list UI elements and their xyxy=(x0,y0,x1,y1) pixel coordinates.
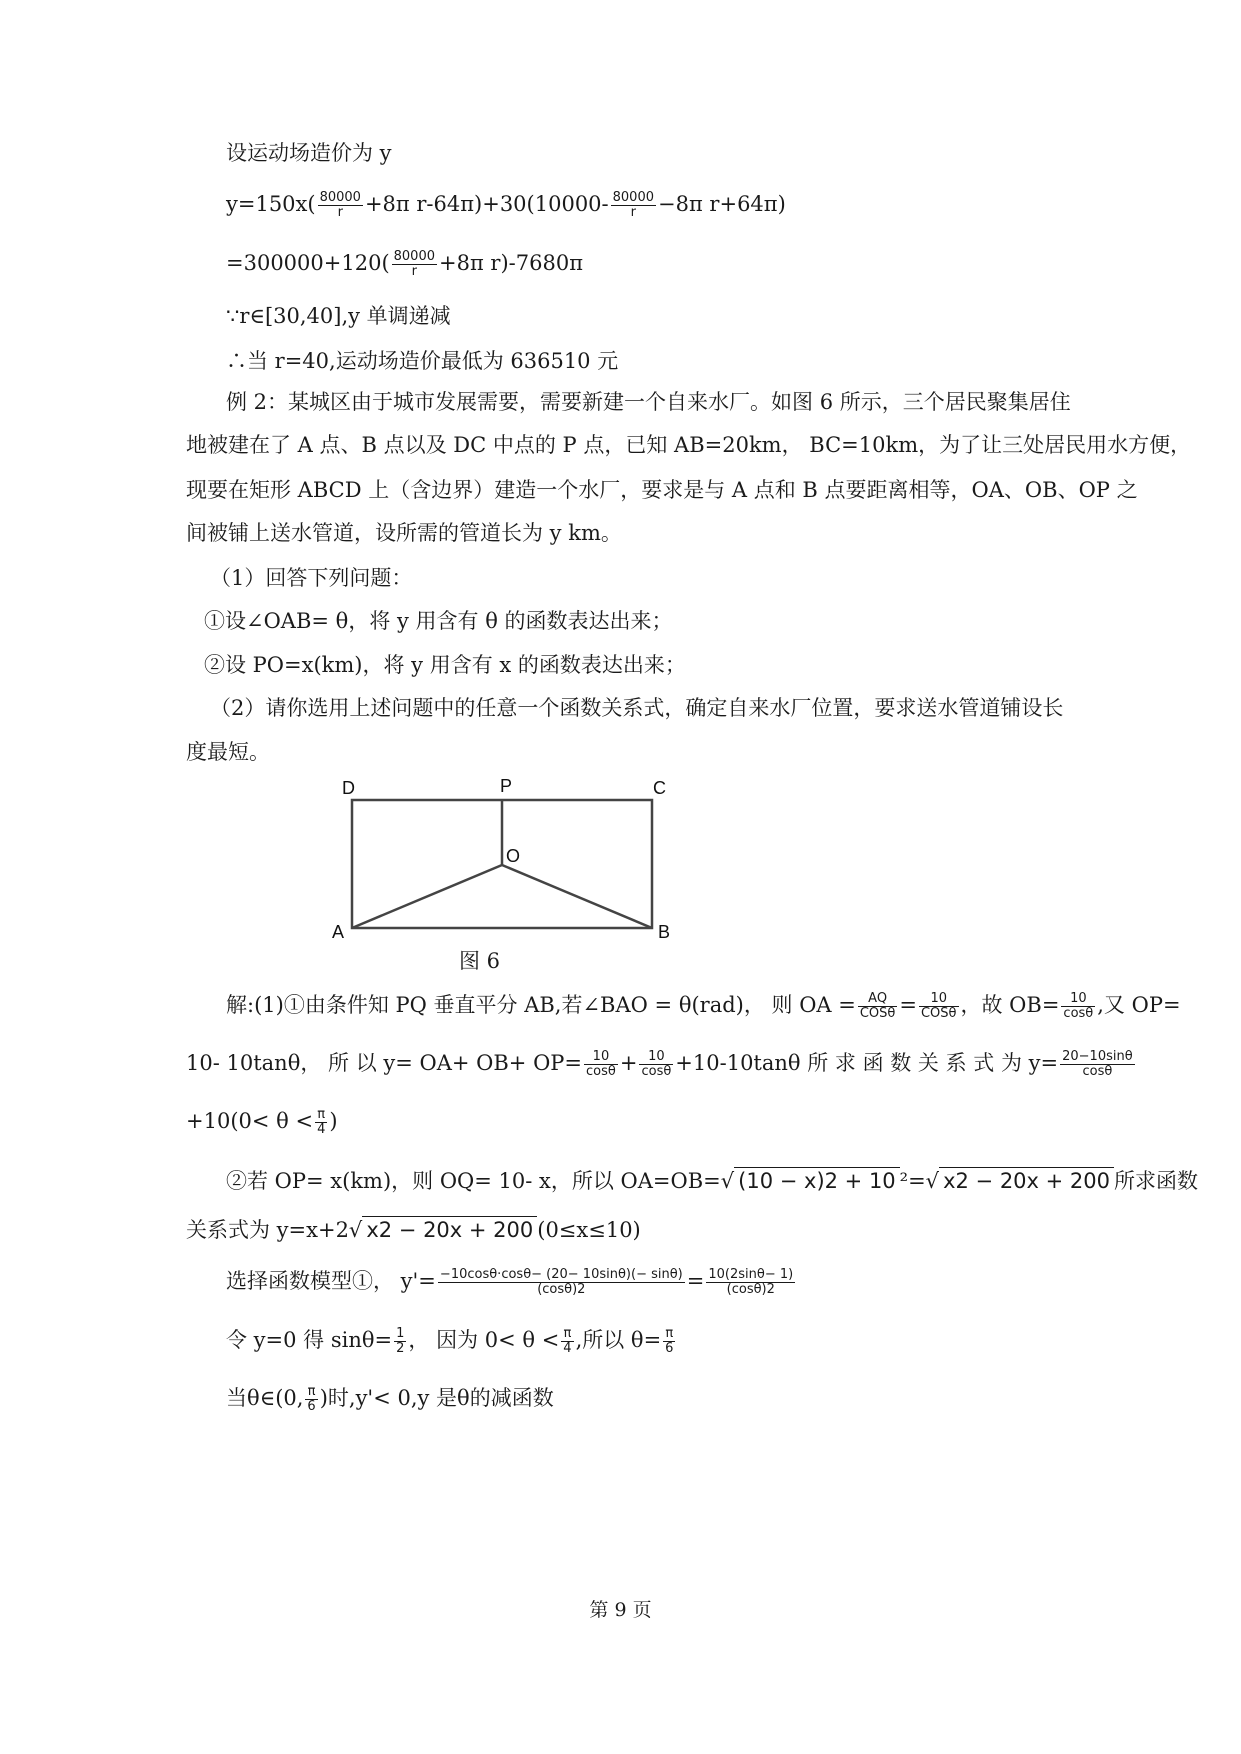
fraction-numerator: 10 xyxy=(1061,992,1095,1007)
fraction xyxy=(318,191,363,220)
fraction-numerator: AQ xyxy=(858,992,898,1007)
formula-line xyxy=(226,248,583,279)
formula-text: ， 因为 0< θ < xyxy=(408,1328,560,1352)
fraction xyxy=(561,1327,573,1356)
formula-text: +8π r-64π)+30(10000- xyxy=(364,192,609,216)
fraction-denominator: r xyxy=(337,205,343,220)
paragraph-line: 地被建在了 A 点、B 点以及 DC 中点的 P 点，已知 AB=20km， BC=10km，为了让三处居民用水方便， xyxy=(186,433,1192,457)
solution-line xyxy=(226,1325,677,1356)
fraction-denominator: cosθ xyxy=(1082,1064,1113,1079)
paragraph-line: 例 2：某城区由于城市发展需要，需要新建一个自来水厂。如图 6 所示，三个居民聚集居住 xyxy=(226,390,1071,414)
fraction-numerator: 80000 xyxy=(393,249,435,264)
formula-text: 令 y=0 得 sinθ= xyxy=(226,1328,393,1352)
fraction xyxy=(584,1050,618,1079)
text-line: 设运动场造价为 y xyxy=(226,141,392,165)
fraction-denominator: (cosθ)2 xyxy=(537,1282,586,1297)
fraction-numerator: −10cosθ·cosθ− (20− 10sinθ)(− sinθ) xyxy=(439,1267,683,1282)
label-c: C xyxy=(653,778,666,798)
radicand: x2 − 20x + 200 xyxy=(362,1216,537,1243)
formula-line xyxy=(226,189,786,220)
fraction xyxy=(663,1327,675,1356)
question-line: （1）回答下列问题： xyxy=(210,566,413,590)
fraction xyxy=(315,1108,327,1137)
formula-text: −8π r+64π) xyxy=(658,192,786,216)
formula-text: (0≤x≤10) xyxy=(537,1218,641,1242)
fraction xyxy=(639,1050,673,1079)
formula-text: =300000+120( xyxy=(226,251,390,275)
fraction-denominator: (cosθ)2 xyxy=(726,1282,775,1297)
figure-6-diagram xyxy=(320,770,700,950)
formula-text: +10-10tanθ 所 求 函 数 关 系 式 为 y= xyxy=(675,1051,1059,1075)
segment-ao xyxy=(352,865,502,928)
formula-text: +10(0< θ < xyxy=(186,1109,314,1133)
label-d: D xyxy=(342,778,355,798)
fraction-numerator: 10 xyxy=(639,1050,673,1065)
question-line: （2）请你选用上述问题中的任意一个函数关系式，确定自来水厂位置，要求送水管道铺设长 xyxy=(210,696,1064,720)
fraction-numerator: π xyxy=(305,1385,317,1400)
fraction-denominator: COSθ xyxy=(859,1006,896,1021)
text-line: ∴当 r=40,运动场造价最低为 636510 元 xyxy=(226,349,619,373)
label-o: O xyxy=(506,846,521,866)
fraction xyxy=(305,1385,317,1414)
fraction xyxy=(392,250,437,279)
fraction-denominator: cosθ xyxy=(1063,1006,1094,1021)
fraction-denominator: COSθ xyxy=(920,1006,957,1021)
fraction-numerator: 1 xyxy=(396,1326,405,1341)
fraction xyxy=(1060,1050,1135,1079)
formula-text: 10- 10tanθ， 所 以 y= OA+ OB+ OP= xyxy=(186,1051,583,1075)
solution-line xyxy=(186,1106,338,1137)
figure-caption: 图 6 xyxy=(459,949,501,973)
formula-text: +8π r)-7680π xyxy=(439,251,584,275)
fraction-numerator: 10(2sinθ− 1) xyxy=(708,1267,794,1282)
paragraph-line: 现要在矩形 ABCD 上（含边界）建造一个水厂，要求是与 A 点和 B 点要距离相等，OA、OB、OP 之 xyxy=(186,478,1138,502)
question-line: 度最短。 xyxy=(186,740,270,764)
solution-line xyxy=(226,1266,797,1297)
formula-text: = xyxy=(899,993,917,1017)
solution-line xyxy=(186,1048,1137,1079)
fraction-numerator: 10 xyxy=(584,1050,618,1065)
text-line: ∵r∈[30,40],y 单调递减 xyxy=(226,304,451,328)
fraction-denominator: cosθ xyxy=(641,1064,672,1079)
formula-text: ,又 OP= xyxy=(1097,993,1181,1017)
segment-bo xyxy=(502,865,652,928)
fraction-numerator: π xyxy=(315,1108,327,1123)
formula-text: ，故 OB= xyxy=(960,993,1060,1017)
fraction-denominator: 6 xyxy=(665,1341,674,1356)
question-line: ①设∠OAB= θ，将 y 用含有 θ 的函数表达出来； xyxy=(204,609,673,633)
fraction xyxy=(438,1268,685,1297)
label-a: A xyxy=(332,922,345,942)
fraction xyxy=(394,1327,406,1356)
formula-text: = xyxy=(686,1269,705,1293)
page-number: 第 9 页 xyxy=(589,1599,652,1621)
fraction-denominator: 6 xyxy=(307,1399,316,1414)
solution-line xyxy=(186,1215,641,1245)
fraction xyxy=(611,191,656,220)
fraction-numerator: 10 xyxy=(919,992,959,1007)
formula-text: 选择函数模型①， y'= xyxy=(226,1269,436,1293)
fraction-numerator: 20−10sinθ xyxy=(1062,1049,1133,1064)
fraction-denominator: 2 xyxy=(396,1341,405,1356)
formula-text: + xyxy=(619,1051,638,1075)
solution-line xyxy=(226,1166,1198,1196)
formula-text: 解:(1)①由条件知 PQ 垂直平分 AB,若∠BAO = θ(rad)， 则 OA = xyxy=(226,993,856,1017)
formula-text: y=150x( xyxy=(226,192,316,216)
formula-text: 当θ∈(0, xyxy=(226,1386,304,1410)
paragraph-line: 间被铺上送水管道，设所需的管道长为 y km。 xyxy=(186,521,622,545)
formula-text: )时,y'< 0,y 是θ的减函数 xyxy=(319,1386,554,1410)
radicand: (10 − x)2 + 10 xyxy=(734,1167,900,1194)
formula-text: 所求函数 xyxy=(1114,1169,1198,1193)
fraction-numerator: 80000 xyxy=(612,190,654,205)
fraction-denominator: r xyxy=(411,264,417,279)
fraction-denominator: 4 xyxy=(317,1122,326,1137)
fraction xyxy=(919,992,959,1021)
formula-text: 关系式为 y=x+2√ xyxy=(186,1218,363,1242)
fraction-numerator: π xyxy=(561,1327,573,1342)
question-line: ②设 PO=x(km)，将 y 用含有 x 的函数表达出来； xyxy=(204,653,686,677)
fraction xyxy=(1061,992,1095,1021)
formula-text: ,所以 θ= xyxy=(575,1328,662,1352)
formula-text: ²=√ xyxy=(899,1169,940,1193)
label-b: B xyxy=(658,922,671,942)
fraction xyxy=(706,1268,795,1297)
formula-text: ②若 OP= x(km)，则 OQ= 10- x，所以 OA=OB=√ xyxy=(226,1169,735,1193)
fraction xyxy=(858,992,898,1021)
label-p: P xyxy=(500,776,513,796)
fraction-numerator: π xyxy=(663,1327,675,1342)
fraction-denominator: cosθ xyxy=(586,1064,616,1079)
fraction-denominator: r xyxy=(630,205,636,220)
fraction-numerator: 80000 xyxy=(319,190,361,205)
radicand: x2 − 20x + 200 xyxy=(939,1167,1114,1194)
formula-text: ) xyxy=(329,1109,338,1133)
solution-line xyxy=(226,990,1181,1021)
solution-line xyxy=(226,1383,554,1414)
fraction-denominator: 4 xyxy=(563,1341,572,1356)
